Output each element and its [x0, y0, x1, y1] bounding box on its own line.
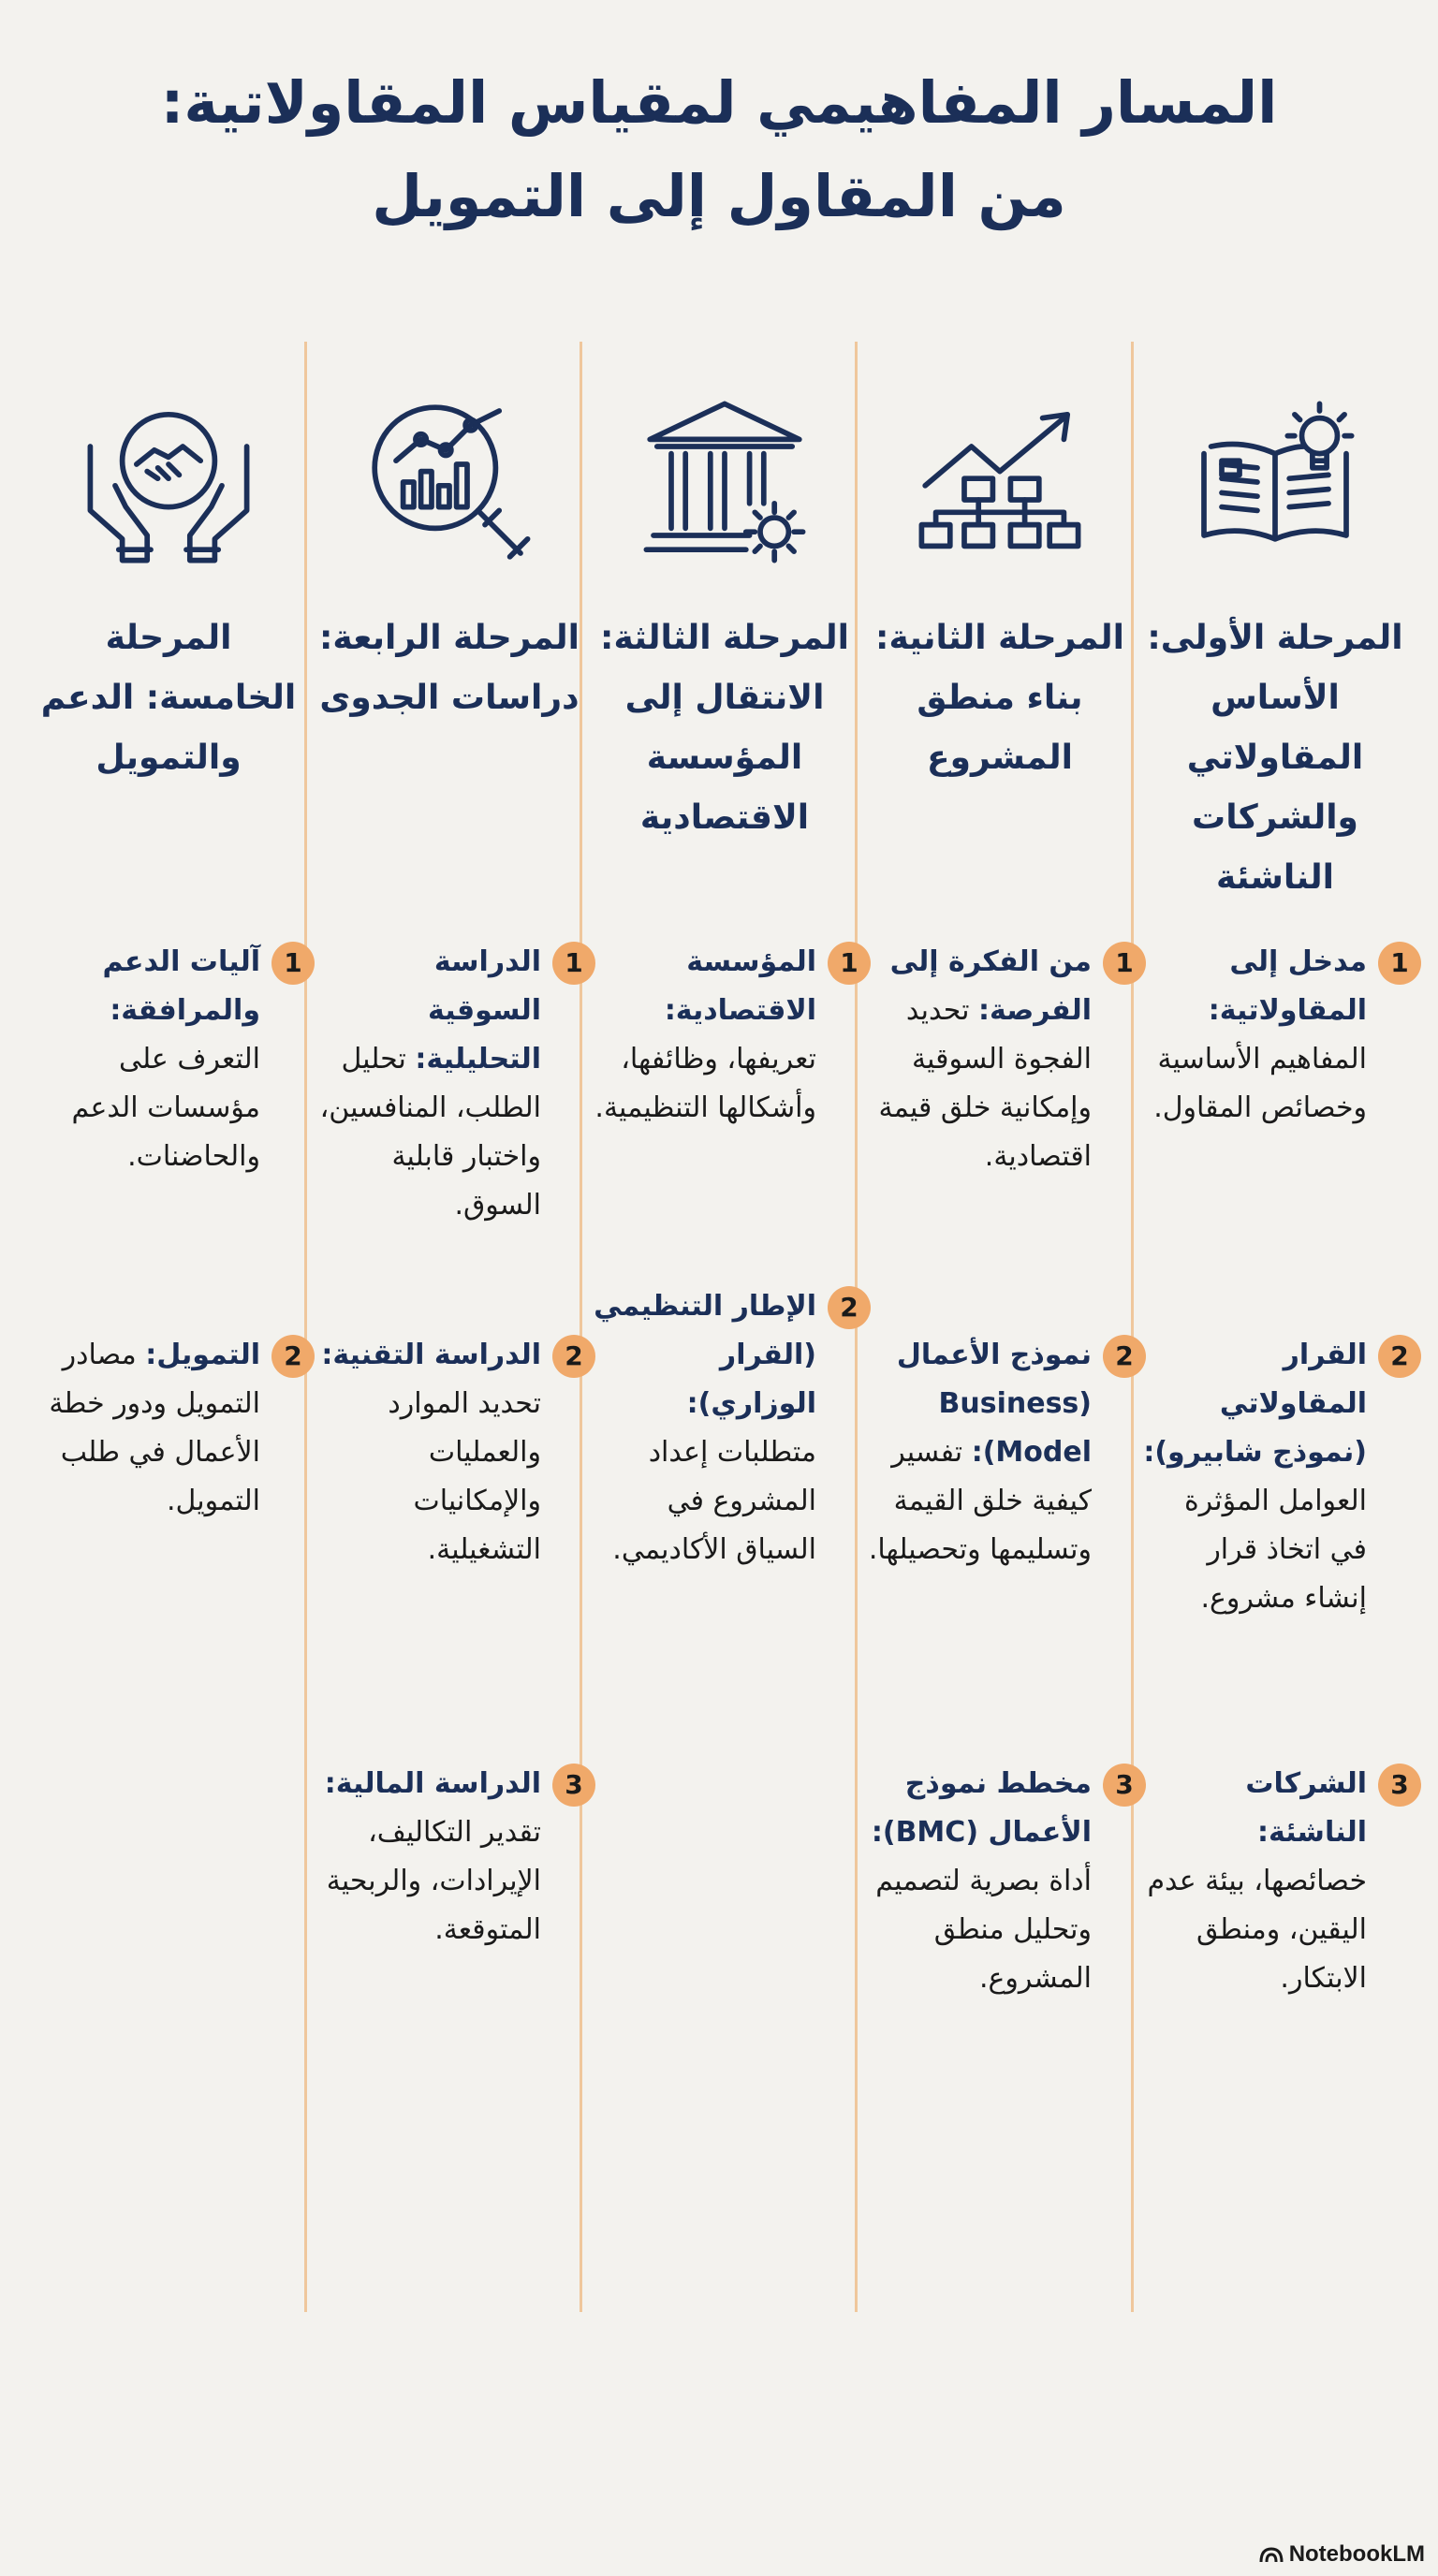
stage-title: المرحلة الثانية: بناء منطق المشروع: [875, 619, 1124, 777]
institution-gear-icon: [594, 393, 856, 580]
list-item: [1139, 1760, 1409, 2003]
list-item: [314, 1760, 583, 1954]
item-number-badge: 1: [552, 942, 595, 985]
stage-title: المرحلة الرابعة: دراسات الجدوى: [318, 619, 580, 717]
item-body: تحديد الفجوة السوقية وإمكانية خلق قيمة اقتصادية.: [878, 994, 1092, 1173]
item-heading: القرار المقاولاتي (نموذج شابيرو):: [1143, 1339, 1367, 1469]
item-body: تفسير كيفية خلق القيمة وتسليمها وتحصيلها.: [868, 1436, 1092, 1566]
item-heading: مدخل إلى المقاولاتية:: [1208, 945, 1367, 1027]
title-line-1: المسار المفاهيمي لمقياس المقاولاتية:: [160, 68, 1278, 137]
notebooklm-logo-icon: [1259, 2545, 1284, 2564]
item-body: تعريفها، وظائفها، وأشكالها التنظيمية.: [594, 1043, 816, 1124]
item-number-badge: 2: [552, 1335, 595, 1378]
item-body: أداة بصرية لتصميم وتحليل منطق المشروع.: [875, 1865, 1092, 1995]
stage-column-4: [318, 393, 583, 1946]
item-number-badge: 1: [828, 942, 871, 985]
item-heading: الدراسة التقنية:: [321, 1339, 541, 1371]
list-item: [589, 938, 856, 1133]
item-body: المفاهيم الأساسية وخصائص المقاول.: [1153, 1043, 1367, 1124]
item-heading: مخطط نموذج الأعمال (BMC):: [871, 1767, 1092, 1849]
item-number-badge: 1: [1378, 942, 1421, 985]
item-heading: الدراسة المالية:: [324, 1767, 541, 1800]
item-body: العوامل المؤثرة في اتخاذ قرار إنشاء مشروع.: [1183, 1485, 1367, 1615]
column-divider: [304, 342, 307, 2312]
item-number-badge: 2: [271, 1335, 315, 1378]
stage-title: المرحلة الثالثة: الانتقال إلى المؤسسة الاقتصادية: [600, 619, 849, 837]
item-number-badge: 1: [1103, 942, 1146, 985]
list-item: [864, 938, 1134, 1181]
item-heading: الشركات الناشئة:: [1245, 1767, 1367, 1849]
item-body: تحديد الموارد والعمليات والإمكانيات التشغيلية.: [388, 1387, 541, 1566]
footer-brand: [1259, 2541, 1425, 2568]
hands-handshake-icon: [37, 393, 300, 580]
list-item: [864, 1331, 1134, 1574]
list-item: [33, 1331, 300, 1526]
list-item: [314, 1331, 583, 1574]
stage-column-1: [1143, 393, 1409, 1995]
item-number-badge: 2: [1103, 1335, 1146, 1378]
footer-brand-label: NotebookLM: [1288, 2541, 1425, 2567]
item-body: تحليل الطلب، المنافسين، واختبار قابلية السوق.: [319, 1043, 541, 1222]
growth-flowchart-icon: [869, 393, 1131, 580]
stage-column-5: [37, 393, 302, 1517]
stage-title: المرحلة الخامسة: الدعم والتمويل: [40, 619, 297, 777]
list-item: [864, 1760, 1134, 2003]
item-heading: نموذج الأعمال (Business Model):: [896, 1339, 1092, 1469]
item-number-badge: 2: [1378, 1335, 1421, 1378]
list-item: [589, 1282, 856, 1574]
item-heading: المؤسسة الاقتصادية:: [664, 945, 816, 1027]
item-body: مصادر التمويل ودور خطة الأعمال في طلب التمويل.: [49, 1339, 260, 1517]
open-book-lightbulb-icon: [1144, 393, 1406, 580]
title-line-2: من المقاول إلى التمويل: [372, 162, 1066, 230]
stage-column-2: [868, 393, 1134, 1995]
column-divider: [1131, 342, 1134, 2312]
item-body: تقدير التكاليف، الإيرادات، والربحية المتوقعة.: [326, 1816, 541, 1946]
item-heading: من الفكرة إلى الفرصة:: [889, 945, 1092, 1027]
list-item: [1139, 1331, 1409, 1623]
item-heading: التمويل:: [145, 1339, 260, 1371]
item-number-badge: 3: [1103, 1764, 1146, 1807]
item-number-badge: 1: [271, 942, 315, 985]
list-item: [33, 938, 300, 1181]
item-number-badge: 3: [1378, 1764, 1421, 1807]
item-heading: الدراسة السوقية التحليلية:: [415, 945, 541, 1076]
item-number-badge: 2: [828, 1286, 871, 1329]
page-title: [0, 56, 1438, 243]
item-number-badge: 3: [552, 1764, 595, 1807]
stage-title: المرحلة الأولى: الأساس المقاولاتي والشركات الناشئة: [1147, 619, 1403, 897]
list-item: [1139, 938, 1409, 1133]
item-heading: آليات الدعم والمرافقة:: [102, 945, 260, 1027]
item-body: التعرف على مؤسسات الدعم والحاضنات.: [71, 1043, 260, 1173]
item-body: خصائصها، بيئة عدم اليقين، ومنطق الابتكار.: [1147, 1865, 1367, 1995]
magnifier-chart-icon: [318, 393, 580, 580]
stage-column-3: [594, 393, 858, 1566]
list-item: [314, 938, 583, 1230]
item-heading: الإطار التنظيمي (القرار الوزاري):: [594, 1290, 816, 1420]
item-body: متطلبات إعداد المشروع في السياق الأكاديمي.: [612, 1436, 816, 1566]
